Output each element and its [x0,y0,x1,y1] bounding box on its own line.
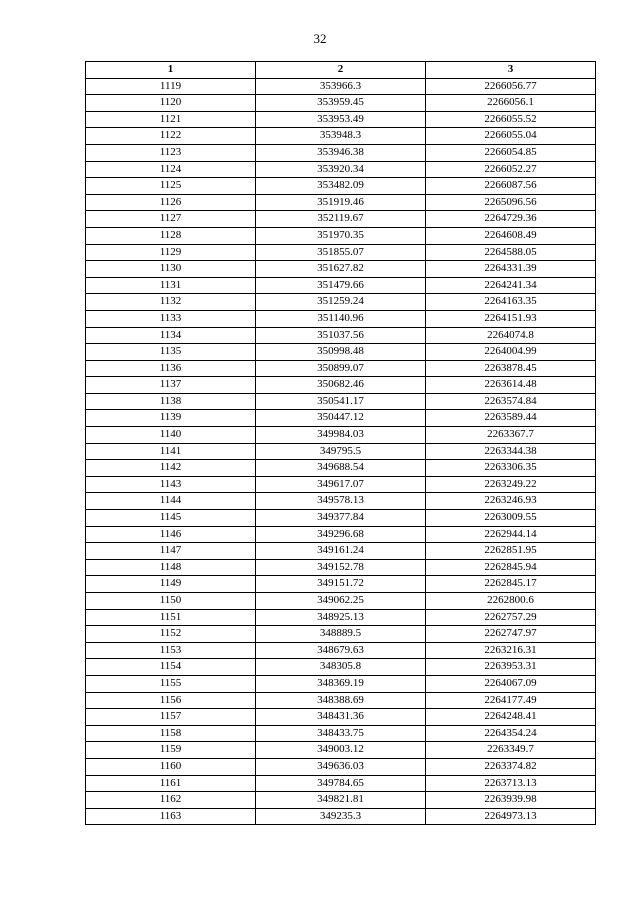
table-row [86,95,596,112]
table-cell-col-3: 2264331.39 [426,261,596,278]
table-cell-col-3: 2264177.49 [426,692,596,709]
table-row [86,559,596,576]
table-cell-col-1: 1159 [86,742,256,759]
table-cell-col-3: 2264608.49 [426,227,596,244]
table-cell-col-2: 351970.35 [256,227,426,244]
table-cell-col-2: 349152.78 [256,559,426,576]
table-cell-col-2: 351919.46 [256,194,426,211]
table-cell-col-3: 2266087.56 [426,178,596,195]
table-cell-col-3: 2264067.09 [426,675,596,692]
table-cell-col-3: 2264163.35 [426,294,596,311]
table-cell-col-2: 349062.25 [256,593,426,610]
table-row [86,410,596,427]
column-header-1: 1 [86,62,256,79]
table-cell-col-1: 1123 [86,144,256,161]
table-row [86,178,596,195]
table-cell-col-2: 348369.19 [256,675,426,692]
table-row [86,626,596,643]
table-row [86,675,596,692]
table-cell-col-2: 350998.48 [256,344,426,361]
table-cell-col-1: 1140 [86,427,256,444]
table-cell-col-3: 2264248.41 [426,709,596,726]
table-row [86,609,596,626]
table-cell-col-3: 2263953.31 [426,659,596,676]
table-row [86,576,596,593]
table-row [86,111,596,128]
table-row [86,78,596,95]
table-cell-col-3: 2263878.45 [426,360,596,377]
table-cell-col-3: 2264241.34 [426,277,596,294]
table-row [86,692,596,709]
table-cell-col-3: 2266056.1 [426,95,596,112]
table-row [86,128,596,145]
table-cell-col-1: 1141 [86,443,256,460]
table-cell-col-2: 351479.66 [256,277,426,294]
table-cell-col-3: 2263374.82 [426,758,596,775]
table-cell-col-2: 348925.13 [256,609,426,626]
table-cell-col-2: 353482.09 [256,178,426,195]
table-cell-col-2: 353946.38 [256,144,426,161]
table-cell-col-1: 1122 [86,128,256,145]
table-cell-col-2: 353959.45 [256,95,426,112]
table-row [86,344,596,361]
table-cell-col-2: 348679.63 [256,642,426,659]
table-row [86,161,596,178]
table-row [86,476,596,493]
table-cell-col-3: 2262845.17 [426,576,596,593]
table-cell-col-3: 2263344.38 [426,443,596,460]
table-row [86,742,596,759]
table-cell-col-1: 1126 [86,194,256,211]
table-cell-col-3: 2262800.6 [426,593,596,610]
table-cell-col-1: 1134 [86,327,256,344]
table-cell-col-2: 353920.34 [256,161,426,178]
table-cell-col-2: 351140.96 [256,310,426,327]
table-cell-col-2: 349377.84 [256,510,426,527]
table-cell-col-1: 1150 [86,593,256,610]
table-cell-col-2: 350682.46 [256,377,426,394]
table-cell-col-1: 1162 [86,792,256,809]
table-row [86,493,596,510]
table-cell-col-3: 2266052.27 [426,161,596,178]
table-cell-col-1: 1155 [86,675,256,692]
table-cell-col-1: 1163 [86,808,256,825]
table-row [86,310,596,327]
table-cell-col-2: 349235.3 [256,808,426,825]
table-cell-col-3: 2263249.22 [426,476,596,493]
table-cell-col-3: 2266055.04 [426,128,596,145]
table-cell-col-1: 1129 [86,244,256,261]
table-cell-col-3: 2263009.55 [426,510,596,527]
table-cell-col-2: 349636.03 [256,758,426,775]
table-cell-col-1: 1153 [86,642,256,659]
column-header-3: 3 [426,62,596,79]
table-row [86,227,596,244]
table-body [86,78,596,825]
table-cell-col-3: 2263246.93 [426,493,596,510]
table-cell-col-3: 2263216.31 [426,642,596,659]
table-row [86,460,596,477]
table-cell-col-1: 1146 [86,526,256,543]
table-cell-col-2: 353953.49 [256,111,426,128]
table-cell-col-2: 352119.67 [256,211,426,228]
table-row [86,144,596,161]
coordinates-table [85,61,596,825]
table-cell-col-1: 1158 [86,725,256,742]
table-cell-col-1: 1131 [86,277,256,294]
table-row [86,642,596,659]
table-cell-col-2: 348305.8 [256,659,426,676]
table-row [86,443,596,460]
table-cell-col-1: 1154 [86,659,256,676]
table-cell-col-1: 1151 [86,609,256,626]
table-cell-col-1: 1124 [86,161,256,178]
table-row [86,709,596,726]
table-row [86,792,596,809]
table-cell-col-2: 349688.54 [256,460,426,477]
table-header [86,62,596,79]
table-cell-col-1: 1157 [86,709,256,726]
table-cell-col-2: 349578.13 [256,493,426,510]
table-cell-col-3: 2264151.93 [426,310,596,327]
table-row [86,526,596,543]
table-cell-col-1: 1137 [86,377,256,394]
column-header-2: 2 [256,62,426,79]
table-cell-col-3: 2265096.56 [426,194,596,211]
table-cell-col-2: 350541.17 [256,393,426,410]
table-cell-col-3: 2266054.85 [426,144,596,161]
table-cell-col-2: 350899.07 [256,360,426,377]
table-cell-col-1: 1133 [86,310,256,327]
table-cell-col-3: 2263939.98 [426,792,596,809]
table-cell-col-3: 2262757.29 [426,609,596,626]
table-row [86,427,596,444]
table-row [86,808,596,825]
table-cell-col-2: 348433.75 [256,725,426,742]
table-row [86,211,596,228]
table-row [86,277,596,294]
table-row [86,543,596,560]
table-cell-col-2: 349984.03 [256,427,426,444]
page-number: 32 [313,31,327,46]
table-cell-col-1: 1144 [86,493,256,510]
table-cell-col-3: 2263574.84 [426,393,596,410]
table-cell-col-3: 2263367.7 [426,427,596,444]
table-cell-col-1: 1149 [86,576,256,593]
table-cell-col-2: 351855.07 [256,244,426,261]
table-cell-col-1: 1160 [86,758,256,775]
table-cell-col-2: 349003.12 [256,742,426,759]
table-cell-col-1: 1148 [86,559,256,576]
table-cell-col-1: 1121 [86,111,256,128]
table-row [86,758,596,775]
table-cell-col-3: 2262845.94 [426,559,596,576]
table-cell-col-1: 1145 [86,510,256,527]
table-cell-col-3: 2264004.99 [426,344,596,361]
table-cell-col-2: 349795.5 [256,443,426,460]
table-cell-col-2: 348388.69 [256,692,426,709]
table-row [86,775,596,792]
table-cell-col-1: 1143 [86,476,256,493]
table-cell-col-3: 2263589.44 [426,410,596,427]
table-cell-col-2: 349617.07 [256,476,426,493]
table-row [86,393,596,410]
table-row [86,377,596,394]
table-cell-col-1: 1156 [86,692,256,709]
table-cell-col-3: 2264074.8 [426,327,596,344]
table-cell-col-1: 1139 [86,410,256,427]
table-cell-col-1: 1142 [86,460,256,477]
table-cell-col-1: 1125 [86,178,256,195]
table-cell-col-3: 2264588.05 [426,244,596,261]
table-cell-col-2: 351627.82 [256,261,426,278]
table-cell-col-1: 1152 [86,626,256,643]
table-cell-col-2: 350447.12 [256,410,426,427]
table-cell-col-3: 2263614.48 [426,377,596,394]
table-cell-col-2: 349161.24 [256,543,426,560]
table-cell-col-3: 2264973.13 [426,808,596,825]
header-row [86,62,596,79]
table-cell-col-3: 2262851.95 [426,543,596,560]
table-cell-col-3: 2266056.77 [426,78,596,95]
table-cell-col-3: 2266055.52 [426,111,596,128]
table-cell-col-2: 349296.68 [256,526,426,543]
table-row [86,194,596,211]
table-cell-col-2: 349821.81 [256,792,426,809]
table-cell-col-1: 1147 [86,543,256,560]
table-cell-col-2: 351259.24 [256,294,426,311]
table-cell-col-3: 2264729.36 [426,211,596,228]
table-cell-col-2: 348431.36 [256,709,426,726]
table-row [86,244,596,261]
table-cell-col-2: 351037.56 [256,327,426,344]
table-row [86,327,596,344]
table-cell-col-2: 353966.3 [256,78,426,95]
table-row [86,593,596,610]
table-row [86,659,596,676]
table-row [86,261,596,278]
table-cell-col-2: 348889.5 [256,626,426,643]
table-row [86,725,596,742]
table-row [86,510,596,527]
table-cell-col-2: 349151.72 [256,576,426,593]
table-cell-col-3: 2263349.7 [426,742,596,759]
table-row [86,360,596,377]
table-cell-col-1: 1161 [86,775,256,792]
table-cell-col-2: 353948.3 [256,128,426,145]
table-cell-col-1: 1132 [86,294,256,311]
table-cell-col-3: 2262944.14 [426,526,596,543]
table-cell-col-3: 2263306.35 [426,460,596,477]
table-cell-col-1: 1128 [86,227,256,244]
table-cell-col-1: 1138 [86,393,256,410]
table-row [86,294,596,311]
table-cell-col-1: 1119 [86,78,256,95]
table-cell-col-1: 1130 [86,261,256,278]
table-cell-col-3: 2263713.13 [426,775,596,792]
table-cell-col-3: 2264354.24 [426,725,596,742]
table-cell-col-2: 349784.65 [256,775,426,792]
table-cell-col-1: 1127 [86,211,256,228]
table-cell-col-1: 1135 [86,344,256,361]
table-cell-col-1: 1136 [86,360,256,377]
table-cell-col-1: 1120 [86,95,256,112]
table-cell-col-3: 2262747.97 [426,626,596,643]
